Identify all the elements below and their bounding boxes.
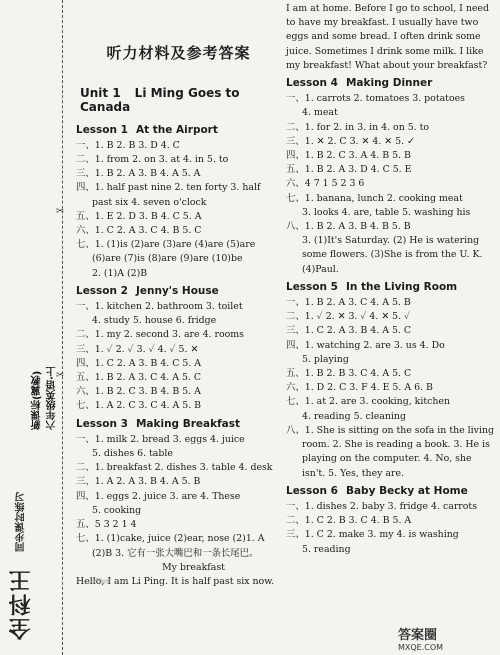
lesson-number: Lesson 1 (76, 123, 128, 136)
answer-line: 七、1. A 2. C 3. C 4. A 5. B (76, 400, 202, 412)
answer-line: some flowers. (3)She is from the U. K. (302, 249, 483, 261)
answer-line: 三、1. B 2. A 3. B 4. A 5. A (76, 168, 201, 180)
answer-line: 六、4 7 1 5 2 3 6 (286, 178, 365, 190)
answer-line: 四、1. eggs 2. juice 3. are 4. These (76, 490, 241, 502)
answer-line: 七、1. (1)is (2)are (3)are (4)are (5)are (76, 239, 256, 251)
left-binding-spine (0, 0, 72, 655)
answer-line: 六、1. C 2. A 3. C 4. B 5. C (76, 225, 202, 237)
answer-line: 一、1. milk 2. bread 3. eggs 4. juice (76, 433, 245, 445)
lesson-name: Making Dinner (345, 77, 433, 90)
lesson-heading (76, 123, 281, 137)
lesson-name: At the Airport (135, 123, 218, 136)
answer-line: 四、1. half past nine 2. ten forty 3. half (76, 182, 261, 194)
answer-line: 二、1. for 2. in 3. in 4. on 5. to (286, 121, 430, 133)
answer-line: 四、1. C 2. A 3. B 4. C 5. A (76, 357, 202, 369)
answer-line: 3. looks 4. are, table 5. washing his (302, 206, 471, 218)
answer-line: 4. reading 5. cleaning (302, 410, 406, 422)
lesson-name: Baby Becky at Home (345, 484, 468, 497)
answer-line: 三、1. A 2. A 3. B 4. A 5. B (76, 476, 201, 488)
unit-name: Li Ming Goes to Canada (80, 86, 240, 115)
logo-main: 全科王 (9, 568, 34, 640)
answer-line: 一、1. dishes 2. baby 3. fridge 4. carrots (286, 500, 478, 512)
left-lessons (76, 123, 281, 561)
answer-line: 三、1. ✕ 2. C 3. ✕ 4. ✕ 5. ✓ (286, 135, 415, 147)
book-info-strip (30, 210, 58, 430)
lesson-heading (286, 76, 491, 90)
answer-line: 七、1. banana, lunch 2. cooking meat (286, 192, 463, 204)
answer-line: 五、5 3 2 1 4 (76, 519, 137, 531)
lesson-number: Lesson 5 (286, 280, 338, 293)
series-label: 新课标(冀教) (32, 370, 43, 430)
answer-line: 二、1. C 2. B 3. C 4. B 5. A (286, 515, 412, 527)
answer-line: 七、1. at 2. are 3. cooking, kitchen (286, 396, 450, 408)
watermark-url: MXQE.COM (398, 643, 444, 652)
grade-label: 六年级英语·上 (47, 366, 58, 430)
passage-title: My breakfast (162, 561, 225, 573)
answer-line: 二、1. from 2. on 3. at 4. in 5. to (76, 154, 229, 166)
page-title: 听力材料及参考答案 (106, 44, 251, 62)
answer-line: 4. meat (302, 107, 338, 119)
lesson-number: Lesson 6 (286, 484, 338, 497)
handwriting-watermark: ~ (86, 560, 115, 600)
lesson-number: Lesson 3 (76, 417, 128, 430)
answer-line: 二、1. ✓ 2. ✕ 3. ✓ 4. ✕ 5. ✓ (286, 311, 411, 323)
answer-line: 六、1. D 2. C 3. F 4. E 5. A 6. B (286, 382, 433, 394)
answer-line: 四、1. watching 2. are 3. us 4. Do (286, 339, 445, 351)
answer-line: 七、1. (1)cake, juice (2)ear, nose (2)1. A (76, 533, 265, 545)
unit-heading (80, 86, 281, 114)
answer-line: 三、1. ✓ 2. ✓ 3. ✓ 4. ✓ 5. ✕ (76, 343, 199, 355)
answer-line: 5. cooking (92, 504, 142, 516)
brand-logo (6, 490, 52, 640)
lesson-name: Making Breakfast (135, 417, 241, 430)
scissor-icon: ✂ (56, 370, 65, 381)
lesson-name: Jenny's House (135, 284, 219, 297)
left-column (76, 0, 281, 589)
answer-line: 四、1. B 2. C 3. A 4. B 5. B (286, 150, 411, 162)
lesson-number: Lesson 2 (76, 284, 128, 297)
unit-number: Unit 1 (80, 86, 121, 101)
answer-line: 一、1. kitchen 2. bathroom 3. toilet (76, 301, 243, 313)
answer-line: 五、1. B 2. A 3. C 4. A 5. C (76, 372, 202, 384)
answer-line: 一、1. B 2. A 3. C 4. A 5. B (286, 297, 411, 309)
lesson-heading (76, 284, 281, 298)
answer-line: 一、1. B 2. B 3. D 4. C (76, 139, 180, 151)
answer-line: 五、1. B 2. A 3. D 4. C 5. E (286, 164, 412, 176)
passage-start: Hello, I am Li Ping. It is half past six now. (76, 575, 275, 587)
answer-line: 三、1. C 2. A 3. B 4. A 5. C (286, 325, 412, 337)
answer-line: 5. dishes 6. table (92, 448, 173, 460)
logo-sub: 同步课时练习 (16, 492, 27, 553)
lesson-name: In the Living Room (345, 280, 458, 293)
answer-line: 4. study 5. house 6. fridge (92, 315, 217, 327)
lesson-heading (76, 417, 281, 431)
answer-line: (4)Paul. (302, 263, 339, 275)
answer-line: 二、1. breakfast 2. dishes 3. table 4. desk (76, 462, 273, 474)
scissor-icon: ✂ (56, 206, 65, 217)
answer-line: playing on the computer. 4. No, she (302, 453, 472, 465)
answer-line: room. 2. She is reading a book. 3. He is (302, 439, 490, 451)
passage-continued: I am at home. Before I go to school, I need to have my breakfast. I usually have two eggs and some bread. I often drink some juice. Sometimes I drink some milk. I like my breakfast! What about your breakfast? (286, 3, 489, 71)
watermark-cn: 答案圈 (398, 628, 438, 643)
answer-line: 3. (1)It's Saturday. (2) He is watering (302, 235, 480, 247)
answer-line: 八、1. B 2. A 3. B 4. B 5. B (286, 221, 411, 233)
answer-line: 2. (1)A (2)B (92, 267, 148, 279)
answer-line: 八、1. She is sitting on the sofa in the living (286, 424, 494, 436)
lesson-heading (286, 484, 491, 498)
answer-line: 六、1. B 2. C 3. B 4. B 5. A (76, 386, 201, 398)
answer-line: 5. playing (302, 353, 349, 365)
answer-line: (2)B 3. 它有一张大嘴巴和一条长尾巴。 (92, 547, 259, 559)
lesson-number: Lesson 4 (286, 77, 338, 90)
answer-line: 五、1. B 2. B 3. C 4. A 5. C (286, 368, 412, 380)
answer-line: 5. reading (302, 543, 351, 555)
right-lessons (286, 76, 494, 557)
answer-line: isn't. 5. Yes, they are. (302, 467, 404, 479)
answer-line: 二、1. my 2. second 3. are 4. rooms (76, 329, 244, 341)
answer-line: 五、1. E 2. D 3. B 4. C 5. A (76, 210, 202, 222)
answer-line: (6)are (7)is (8)are (9)are (10)be (92, 253, 243, 265)
answer-line: past six 4. seven o'clock (92, 196, 207, 208)
cut-line (62, 0, 63, 655)
answer-line: 一、1. carrots 2. tomatoes 3. potatoes (286, 93, 465, 105)
right-column (286, 0, 494, 557)
answer-line: 三、1. C 2. make 3. my 4. is washing (286, 529, 459, 541)
site-watermark (398, 624, 443, 652)
lesson-heading (286, 280, 491, 294)
